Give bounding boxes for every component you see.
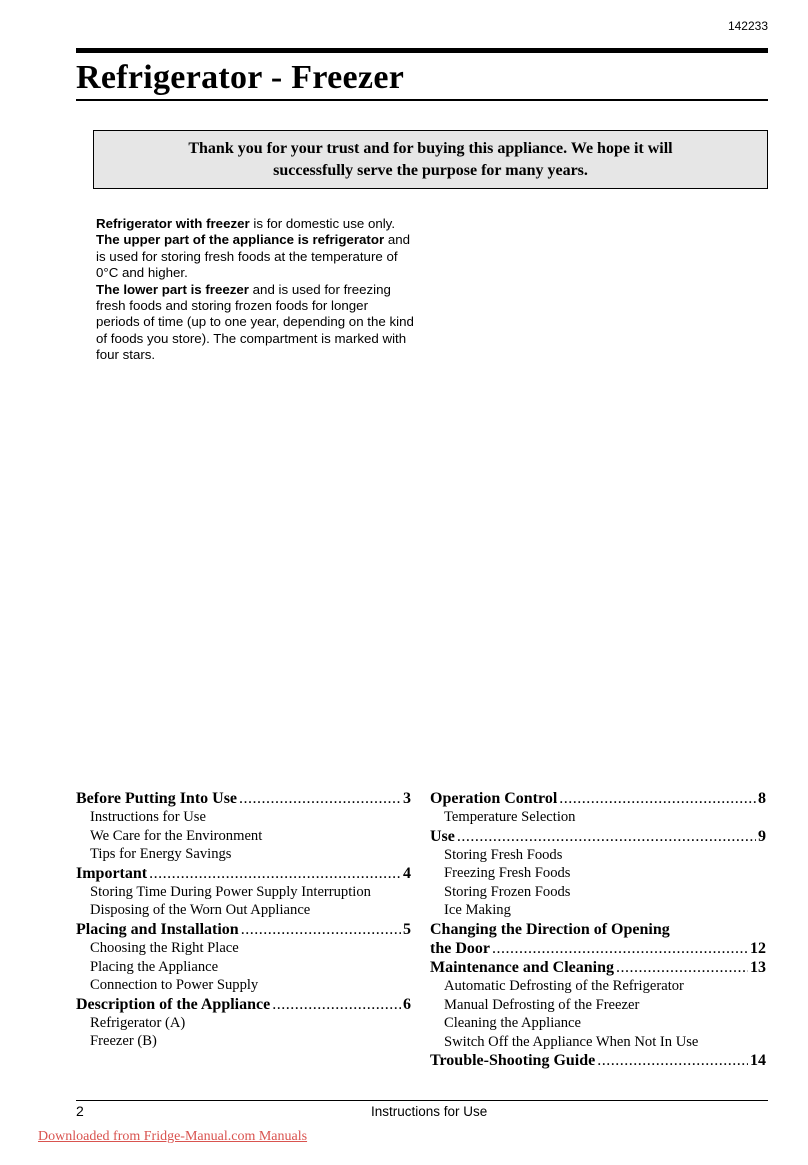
footer-label: Instructions for Use: [371, 1104, 488, 1119]
toc-heading-label: Important: [76, 864, 148, 882]
toc-right-column: [430, 789, 766, 1070]
toc-subitem[interactable]: Connection to Power Supply: [90, 977, 259, 994]
toc-heading[interactable]: [76, 920, 411, 939]
header-top-rule: [76, 48, 768, 53]
toc-leader: [597, 1051, 748, 1070]
toc-subitem[interactable]: Storing Fresh Foods: [444, 846, 563, 863]
toc-subitems: [76, 1014, 411, 1051]
toc-page-number: 14: [750, 1052, 766, 1070]
page-title: Refrigerator - Freezer: [76, 59, 405, 96]
toc-section: [76, 789, 411, 864]
toc-section: [76, 864, 411, 920]
toc-subitem[interactable]: Cleaning the Appliance: [444, 1015, 581, 1032]
title-rule: [76, 99, 768, 101]
intro-bold-1: Refrigerator with freezer: [96, 216, 250, 231]
toc-heading[interactable]: [76, 789, 411, 808]
toc-section: [430, 789, 766, 827]
toc-heading[interactable]: [430, 827, 766, 846]
toc-section: [76, 920, 411, 995]
toc-subitem[interactable]: Freezing Fresh Foods: [444, 865, 571, 882]
toc-page-number: 12: [750, 939, 766, 957]
toc-page-number: 9: [758, 827, 766, 845]
toc-heading[interactable]: [430, 939, 766, 958]
toc-page-number: 6: [403, 995, 411, 1013]
toc-subitems: [430, 808, 766, 827]
toc-subitem[interactable]: Freezer (B): [90, 1033, 157, 1050]
toc-leader: [239, 789, 401, 808]
toc-subitem[interactable]: Automatic Defrosting of the Refrigerator: [444, 977, 684, 994]
toc-heading-label: Trouble-Shooting Guide: [430, 1052, 596, 1070]
toc-subitem[interactable]: Choosing the Right Place: [90, 939, 239, 956]
toc-section: [430, 920, 766, 958]
toc-page-number: 8: [758, 790, 766, 807]
toc-leader: [457, 827, 756, 846]
toc-subitem[interactable]: Refrigerator (A): [90, 1014, 186, 1031]
toc-subitems: [76, 883, 411, 920]
toc-leader: [241, 920, 401, 939]
toc-page-number: 4: [403, 864, 411, 882]
toc-section: [430, 958, 766, 1051]
toc-subitem[interactable]: Tips for Energy Savings: [90, 846, 232, 863]
toc-heading[interactable]: [76, 864, 411, 883]
toc-heading-label-line1[interactable]: Changing the Direction of Opening: [430, 920, 670, 938]
toc-leader: [492, 939, 748, 958]
toc-section: [430, 827, 766, 920]
toc-subitem[interactable]: Disposing of the Worn Out Appliance: [90, 902, 311, 919]
toc-left-column: [76, 789, 411, 1051]
toc-leader: [272, 995, 401, 1014]
toc-page-number: 13: [750, 958, 766, 976]
page-number: 2: [76, 1103, 84, 1119]
intro-paragraph-2: [96, 232, 414, 281]
toc-subitem[interactable]: Temperature Selection: [444, 809, 576, 825]
toc-heading-label: Before Putting Into Use: [76, 790, 238, 807]
toc-leader: [149, 864, 401, 883]
toc-subitem[interactable]: We Care for the Environment: [90, 827, 263, 844]
toc-heading-label: Maintenance and Cleaning: [430, 958, 615, 976]
toc-subitems: [76, 808, 411, 864]
toc-heading[interactable]: [76, 995, 411, 1014]
thank-you-text: Thank you for your trust and for buying this appliance. We hope it will successfully serve the purpose for many years.: [188, 139, 673, 179]
intro-paragraph-3: [96, 282, 414, 364]
toc-subitem[interactable]: Ice Making: [444, 902, 511, 919]
toc-section: [76, 995, 411, 1051]
toc-heading-label: the Door: [430, 939, 490, 957]
toc-subitem[interactable]: Placing the Appliance: [90, 958, 219, 975]
intro-text: [96, 216, 414, 364]
toc-heading-label: Placing and Installation: [76, 920, 239, 938]
toc-subitems: [430, 977, 766, 1051]
document-number: 142233: [727, 19, 768, 33]
toc-heading-label: Operation Control: [430, 790, 558, 807]
toc-page-number: 5: [403, 920, 411, 938]
toc-heading[interactable]: [430, 1051, 766, 1070]
toc-subitem[interactable]: Manual Defrosting of the Freezer: [444, 996, 640, 1013]
footer-rule: [76, 1100, 768, 1101]
toc-page-number: 3: [403, 790, 411, 807]
toc-leader: [559, 789, 756, 808]
toc-heading-label: Description of the Appliance: [76, 995, 271, 1013]
toc-subitems: [76, 939, 411, 995]
toc-subitem[interactable]: Storing Frozen Foods: [444, 883, 571, 900]
intro-rest-2: and is used for storing fresh foods at the temperature of 0°C and higher.: [96, 232, 411, 281]
intro-rest-3: and is used for freezing fresh foods and storing frozen foods for longer periods of time (up to one year, depending on the kind of foods you store). The compartment is marked with four stars.: [96, 281, 414, 363]
intro-rest-1: is for domestic use only.: [249, 216, 396, 231]
thank-you-box: [93, 130, 768, 189]
toc-leader: [616, 958, 748, 977]
toc-heading[interactable]: [430, 789, 766, 808]
toc-subitem[interactable]: Storing Time During Power Supply Interruption: [90, 883, 371, 900]
toc-subitems: [430, 846, 766, 920]
toc-section: [430, 1051, 766, 1070]
toc-subitem[interactable]: Switch Off the Appliance When Not In Use: [444, 1033, 699, 1050]
download-source-link[interactable]: Downloaded from Fridge-Manual.com Manuals: [38, 1129, 308, 1144]
toc-subitem[interactable]: Instructions for Use: [90, 809, 206, 825]
intro-paragraph-1: [96, 216, 414, 232]
intro-bold-2: The upper part of the appliance is refrigerator: [96, 232, 385, 248]
intro-bold-3: The lower part is freezer: [96, 281, 249, 297]
toc-heading[interactable]: [430, 958, 766, 977]
toc-heading-label: Use: [430, 827, 455, 845]
